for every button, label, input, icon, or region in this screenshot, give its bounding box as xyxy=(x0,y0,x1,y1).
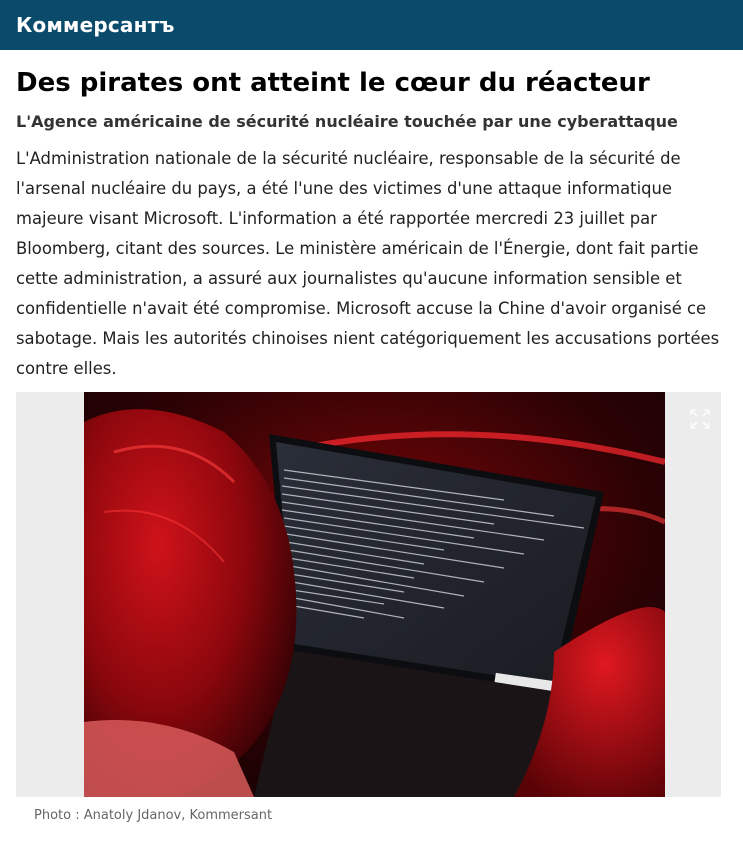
article-title: Des pirates ont atteint le cœur du réacteur xyxy=(16,68,650,98)
site-header xyxy=(0,0,743,50)
article-photo[interactable] xyxy=(84,392,665,797)
photo-caption: Photo : Anatoly Jdanov, Kommersant xyxy=(34,808,273,823)
article-figure xyxy=(16,392,721,797)
expand-icon[interactable] xyxy=(689,408,711,430)
site-logo[interactable]: Коммерсантъ xyxy=(16,13,175,37)
article-subtitle: L'Agence américaine de sécurité nucléaire touchée par une cyberattaque xyxy=(16,112,678,131)
article xyxy=(0,66,743,384)
article-body: L'Administration nationale de la sécurité nucléaire, responsable de la sécurité de l'arsenal nucléaire du pays, a été l'une des victimes d'une attaque informatique majeure visant Microsoft. L'information a été rapportée mercredi 23 juillet par Bloomberg, citant des sources. Le ministère américain de l'Énergie, dont fait partie cette administration, a assuré aux journalistes qu'aucune information sensible et confidentielle n'avait été compromise. Microsoft accuse la Chine d'avoir organisé ce sabotage. Mais les autorités chinoises nient catégoriquement les accusations portées contre elles. xyxy=(16,149,720,378)
